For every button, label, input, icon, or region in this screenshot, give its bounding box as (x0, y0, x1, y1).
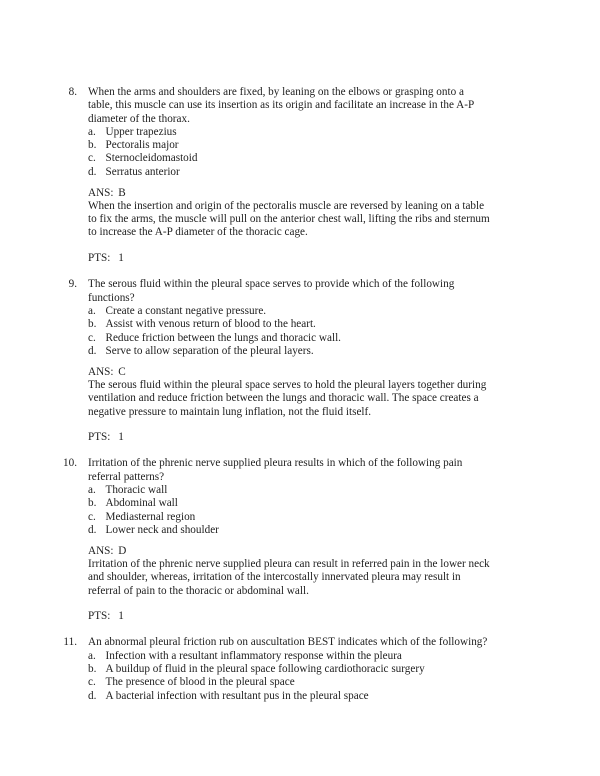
question-body (88, 278, 520, 457)
feedback-line: Irritation of the phrenic nerve supplied pleura can result in referred pain in the lower neck (88, 558, 490, 570)
question-text-line: table, this muscle can use its insertion as its origin and facilitate an increase in the A-P (88, 99, 475, 112)
question-body (88, 636, 520, 702)
feedback-line: referral of pain to the thoracic or abdominal wall. (88, 584, 309, 597)
answer-block (88, 545, 520, 598)
answer-option (88, 139, 520, 152)
feedback-line: ventilation and reduce friction between the lungs and thoracic wall. The space creates a (88, 392, 479, 405)
feedback-line: The serous fluid within the pleural space serves to hold the pleural layers together during (88, 378, 487, 391)
option-letter: b. (88, 318, 97, 331)
options-list (88, 305, 520, 358)
answer-option (88, 690, 520, 703)
answer-value: C (118, 365, 126, 378)
option-letter: b. (88, 497, 97, 510)
answer-label: ANS: (88, 544, 114, 557)
answer-option (88, 166, 520, 179)
question-number: 11. (63, 636, 77, 649)
answer-option (88, 650, 520, 663)
question-block (60, 278, 600, 457)
question-list (60, 86, 600, 703)
question-prompt (88, 636, 520, 649)
question-number: 9. (68, 278, 77, 291)
option-letter: d. (88, 523, 97, 536)
options-list (88, 650, 520, 703)
option-text: Reduce friction between the lungs and thoracic wall. (105, 331, 341, 344)
answer-option (88, 345, 520, 358)
option-letter: c. (88, 510, 96, 523)
option-text: The presence of blood in the pleural space (105, 676, 295, 689)
option-letter: a. (88, 649, 96, 662)
question-text-line: referral patterns? (88, 470, 165, 483)
answer-option (88, 497, 520, 510)
answer-value: B (118, 186, 126, 199)
points-value: 1 (118, 609, 124, 622)
option-text: Create a constant negative pressure. (105, 304, 267, 317)
answer-feedback (88, 379, 520, 419)
question-body (88, 457, 520, 636)
question-prompt (88, 86, 520, 126)
option-letter: a. (88, 484, 96, 497)
option-letter: b. (88, 139, 97, 152)
answer-option (88, 484, 520, 497)
option-letter: c. (88, 331, 96, 344)
question-text-line: functions? (88, 291, 135, 304)
answer-block (88, 366, 520, 419)
answer-label: ANS: (88, 365, 114, 378)
feedback-line: negative pressure to maintain lung inflation, not the fluid itself. (88, 405, 372, 418)
answer-block (88, 187, 520, 240)
option-letter: d. (88, 165, 97, 178)
option-letter: b. (88, 663, 97, 676)
points-label: PTS: (88, 609, 111, 622)
answer-option (88, 126, 520, 139)
answer-option (88, 676, 520, 689)
points-line (88, 610, 520, 623)
question-number: 10. (63, 457, 77, 470)
question-text-line: Irritation of the phrenic nerve supplied pleura results in which of the following pain (88, 457, 463, 470)
answer-line (88, 545, 520, 558)
option-text: Mediasternal region (105, 510, 196, 523)
option-text: Assist with venous return of blood to the heart. (105, 318, 316, 331)
option-text: Lower neck and shoulder (105, 523, 219, 536)
answer-option (88, 663, 520, 676)
question-block (60, 636, 600, 702)
answer-label: ANS: (88, 186, 114, 199)
question-prompt (88, 278, 520, 305)
question-prompt (88, 457, 520, 484)
feedback-line: to increase the A-P diameter of the thoracic cage. (88, 226, 308, 239)
option-text: Abdominal wall (105, 497, 178, 510)
option-text: A bacterial infection with resultant pus in the pleural space (105, 689, 369, 702)
points-line (88, 431, 520, 444)
option-text: Pectoralis major (105, 139, 179, 152)
answer-option (88, 332, 520, 345)
question-block (60, 86, 600, 278)
answer-option (88, 152, 520, 165)
option-letter: a. (88, 304, 96, 317)
points-label: PTS: (88, 251, 111, 264)
options-list (88, 126, 520, 179)
option-letter: d. (88, 344, 97, 357)
question-text-line: An abnormal pleural friction rub on auscultation BEST indicates which of the following? (88, 636, 488, 649)
option-text: Serve to allow separation of the pleural layers. (105, 344, 314, 357)
answer-feedback (88, 558, 520, 598)
answer-line (88, 366, 520, 379)
option-text: Thoracic wall (105, 484, 168, 497)
option-text: A buildup of fluid in the pleural space following cardiothoracic surgery (105, 663, 425, 676)
question-number: 8. (68, 86, 77, 98)
feedback-line: and shoulder, whereas, irritation of the intercostally innervated pleura may result in (88, 571, 461, 584)
question-text-line: diameter of the thorax. (88, 112, 190, 125)
option-letter: c. (88, 676, 96, 689)
answer-option (88, 318, 520, 331)
answer-feedback (88, 200, 520, 240)
question-text-line: The serous fluid within the pleural space serves to provide which of the following (88, 278, 455, 291)
answer-value: D (118, 544, 127, 557)
question-body (88, 86, 520, 278)
option-text: Upper trapezius (105, 125, 177, 138)
answer-option (88, 305, 520, 318)
feedback-line: to fix the arms, the muscle will pull on the anterior chest wall, lifting the ribs and sternum (88, 213, 490, 226)
answer-option (88, 511, 520, 524)
option-text: Sternocleidomastoid (105, 152, 198, 165)
option-text: Serratus anterior (105, 165, 180, 178)
option-letter: a. (88, 125, 96, 138)
answer-line (88, 187, 520, 200)
points-line (88, 252, 520, 265)
feedback-line: When the insertion and origin of the pectoralis muscle are reversed by leaning on a table (88, 199, 485, 212)
question-text-line: When the arms and shoulders are fixed, by leaning on the elbows or grasping onto a (88, 86, 464, 98)
question-block (60, 457, 600, 636)
points-value: 1 (118, 251, 124, 264)
points-value: 1 (118, 430, 124, 443)
option-letter: d. (88, 689, 97, 702)
option-text: Infection with a resultant inflammatory response within the pleura (105, 649, 402, 662)
option-letter: c. (88, 152, 96, 165)
points-label: PTS: (88, 430, 111, 443)
options-list (88, 484, 520, 537)
answer-option (88, 524, 520, 537)
